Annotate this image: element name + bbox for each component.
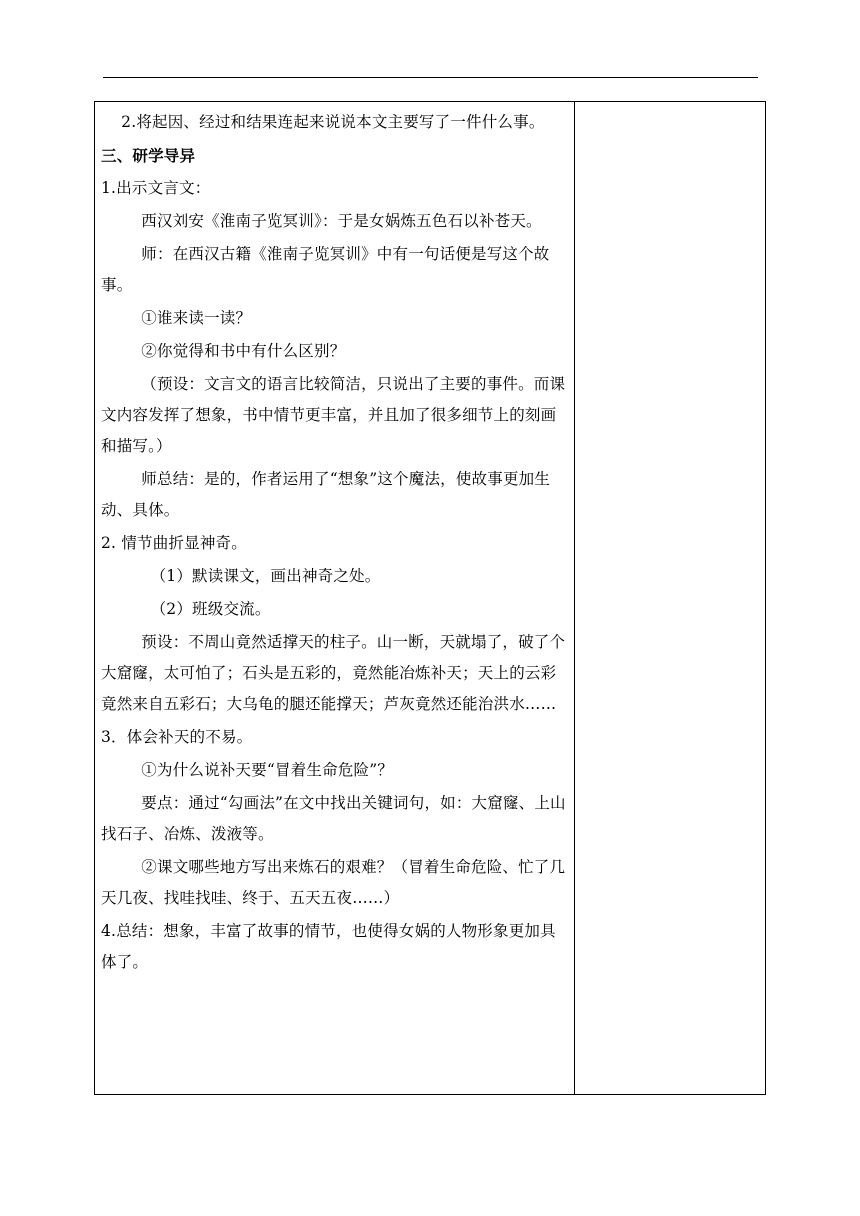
teacher-intro: 师：在西汉古籍《淮南子览冥训》中有一句话便是写这个故事。 (101, 245, 550, 294)
step-2-title: 2. 情节曲折显神奇。 (101, 534, 247, 552)
preset-answer-1: （预设：文言文的语言比较简洁，只说出了主要的事件。而课文内容发挥了想象，书中情节更丰富，并且加了很多细节上的刻画和描写。） (101, 375, 566, 455)
classical-quote: 西汉刘安《淮南子览冥训》：于是女娲炼五色石以补苍天。 (141, 212, 542, 230)
step-1-title: 1.出示文言文： (101, 179, 211, 197)
question-life-danger: ①为什么说补天要“冒着生命危险”？ (141, 761, 394, 779)
step-2-task-1: （1）默读课文，画出神奇之处。 (150, 567, 381, 585)
key-points: 要点：通过“勾画法”在文中找出关键词句，如：大窟窿、上山找石子、冶炼、泼液等。 (101, 794, 566, 843)
teacher-summary: 师总结：是的，作者运用了“想象”这个魔法，使故事更加生动、具体。 (101, 470, 551, 519)
step-4-summary: 4.总结：想象，丰富了故事的情节，也使得女娲的人物形象更加具体了。 (101, 922, 556, 971)
section-heading-study: 三、研学导异 (101, 146, 196, 165)
lesson-plan-table (94, 101, 766, 1095)
question-who-reads: ①谁来读一读？ (141, 309, 252, 327)
lesson-content-cell (95, 102, 574, 1094)
step-3-title: 3．体会补天的不易。 (101, 728, 253, 746)
step-2-task-2: （2）班级交流。 (150, 600, 271, 618)
header-rule (103, 77, 758, 78)
preset-answer-2: 预设：不周山竟然适撑天的柱子。山一断，天就塌了，破了个大窟窿，太可怕了；石头是五彩的，竟然能冶炼补天；天上的云彩竟然来自五彩石；大乌龟的腿还能撑天；芦灰竟然还能治洪水…… (101, 633, 566, 713)
review-question-2: 2.将起因、经过和结果连起来说说本文主要写了一件什么事。 (121, 113, 545, 131)
notes-cell (575, 102, 765, 1094)
question-difference: ②你觉得和书中有什么区别？ (141, 342, 346, 360)
question-hardship: ②课文哪些地方写出来炼石的艰难？（冒着生命危险、忙了几天几夜、找哇找哇、终于、五天五夜……） (101, 858, 566, 907)
